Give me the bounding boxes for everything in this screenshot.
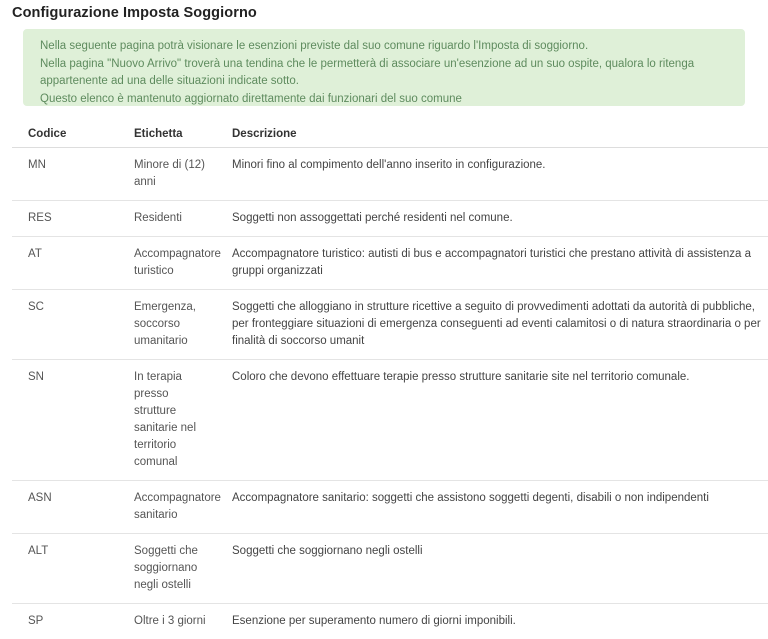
page-title: Configurazione Imposta Soggiorno <box>12 3 257 23</box>
table-row <box>12 534 768 604</box>
table-body <box>12 148 768 639</box>
table-row <box>12 201 768 237</box>
table-row <box>12 148 768 201</box>
cell-codice: SC <box>12 290 118 360</box>
cell-etichetta: Residenti <box>118 201 222 237</box>
cell-etichetta: Accompagnatore turistico <box>118 237 222 290</box>
info-alert-line: Questo elenco è mantenuto aggiornato direttamente dai funzionari del suo comune <box>40 91 730 109</box>
cell-descrizione: Esenzione per superamento numero di giorni imponibili. <box>222 604 768 639</box>
cell-descrizione: Soggetti non assoggettati perché residenti nel comune. <box>222 201 768 237</box>
column-header-etichetta: Etichetta <box>118 120 222 148</box>
cell-etichetta: In terapia presso strutture sanitarie nel territorio comunal <box>118 360 222 481</box>
cell-codice: RES <box>12 201 118 237</box>
table-row <box>12 237 768 290</box>
cell-descrizione: Soggetti che soggiornano negli ostelli <box>222 534 768 604</box>
table-row <box>12 604 768 639</box>
cell-etichetta: Oltre i 3 giorni <box>118 604 222 639</box>
exemptions-table <box>12 120 768 639</box>
cell-etichetta: Emergenza, soccorso umanitario <box>118 290 222 360</box>
info-alert-line: Nella seguente pagina potrà visionare le esenzioni previste dal suo comune riguardo l'Imposta di soggiorno. <box>40 38 730 56</box>
table-header-row <box>12 120 768 148</box>
cell-descrizione: Soggetti che alloggiano in strutture ricettive a seguito di provvedimenti adottati da autorità di pubbliche, per fronteggiare situazioni di emergenza conseguenti ad eventi calamitosi o di natura straordinaria o per finalità di soccorso umanit <box>222 290 768 360</box>
cell-etichetta: Minore di (12) anni <box>118 148 222 201</box>
column-header-descrizione: Descrizione <box>222 120 768 148</box>
cell-codice: ALT <box>12 534 118 604</box>
table-row <box>12 360 768 481</box>
table-row <box>12 481 768 534</box>
cell-etichetta: Soggetti che soggiornano negli ostelli <box>118 534 222 604</box>
info-alert-line: appartenente ad una delle situazioni indicate sotto. <box>40 73 730 91</box>
info-alert-box <box>23 29 745 106</box>
cell-descrizione: Coloro che devono effettuare terapie presso strutture sanitarie site nel territorio comunale. <box>222 360 768 481</box>
cell-codice: MN <box>12 148 118 201</box>
cell-descrizione: Accompagnatore turistico: autisti di bus e accompagnatori turistici che prestano attività di assistenza a gruppi organizzati <box>222 237 768 290</box>
table-row <box>12 290 768 360</box>
cell-descrizione: Minori fino al compimento dell'anno inserito in configurazione. <box>222 148 768 201</box>
table-header <box>12 120 768 148</box>
cell-codice: ASN <box>12 481 118 534</box>
cell-codice: SP <box>12 604 118 639</box>
cell-codice: AT <box>12 237 118 290</box>
cell-etichetta: Accompagnatore sanitario <box>118 481 222 534</box>
info-alert-line: Nella pagina "Nuovo Arrivo" troverà una tendina che le permetterà di associare un'esenzione ad un suo ospite, qualora lo ritenga <box>40 56 730 74</box>
column-header-codice: Codice <box>12 120 118 148</box>
cell-codice: SN <box>12 360 118 481</box>
cell-descrizione: Accompagnatore sanitario: soggetti che assistono soggetti degenti, disabili o non indipendenti <box>222 481 768 534</box>
